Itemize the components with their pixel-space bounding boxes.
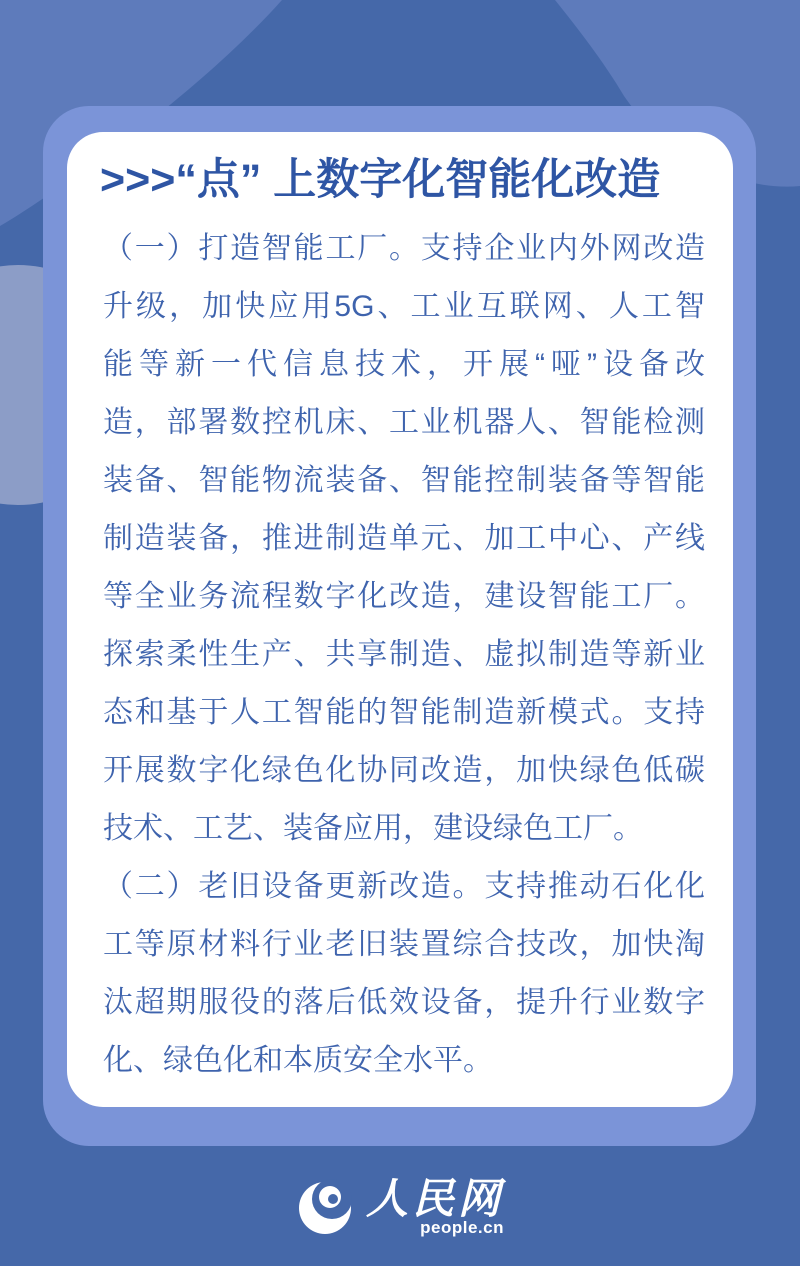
people-network-globe-icon [296,1178,354,1236]
page-title: >>>“点” 上数字化智能化改造 [100,156,661,204]
content-card [67,132,733,1107]
logo-domain-text: people.cn [420,1218,504,1237]
people-network-logo [0,1172,800,1242]
text-line: 态和基于人工智能的智能制造新模式。支持 [103,696,705,729]
text-line: 升级，加快应用5G、工业互联网、人工智 [103,290,705,323]
logo-text-block [365,1174,504,1237]
text-line: 能等新一代信息技术，开展“哑”设备改 [103,348,705,381]
text-line: 汰超期服役的落后低效设备，提升行业数字 [103,986,705,1019]
text-line: （一）打造智能工厂。支持企业内外网改造 [103,232,705,265]
text-line: 制造装备，推进制造单元、加工中心、产线 [103,522,705,555]
logo-chinese-text: 人民网 [365,1174,504,1223]
text-line: 等全业务流程数字化改造，建设智能工厂。 [103,580,705,613]
text-line: 探索柔性生产、共享制造、虚拟制造等新业 [103,638,705,671]
text-line: 开展数字化绿色化协同改造，加快绿色低碳 [103,754,705,787]
body-text [103,220,705,1090]
text-line: 技术、工艺、装备应用，建设绿色工厂。 [103,812,643,845]
text-line: 工等原材料行业老旧装置综合技改，加快淘 [103,928,705,961]
text-line: 化、绿色化和本质安全水平。 [103,1044,493,1077]
text-line: 造，部署数控机床、工业机器人、智能检测 [103,406,705,439]
text-line: 装备、智能物流装备、智能控制装备等智能 [103,464,705,497]
text-line: （二）老旧设备更新改造。支持推动石化化 [103,870,705,903]
